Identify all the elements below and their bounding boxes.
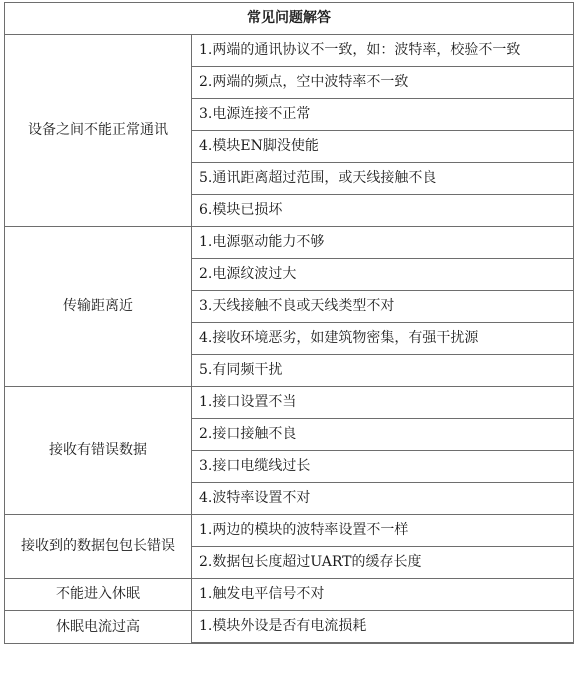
cause-item: 3.电源连接不正常 xyxy=(192,99,574,131)
cause-item: 1.两边的模块的波特率设置不一样 xyxy=(192,515,574,547)
cause-item: 5.有同频干扰 xyxy=(192,355,574,387)
table-title: 常见问题解答 xyxy=(5,3,574,35)
cause-item: 2.数据包长度超过UART的缓存长度 xyxy=(192,547,574,579)
table-row xyxy=(5,579,574,611)
problem-label: 不能进入休眠 xyxy=(5,579,192,611)
problem-label: 休眠电流过高 xyxy=(5,611,192,644)
faq-table xyxy=(4,2,574,644)
cause-item: 2.两端的频点，空中波特率不一致 xyxy=(192,67,574,99)
cause-item: 1.接口设置不当 xyxy=(192,387,574,419)
cause-item: 2.接口接触不良 xyxy=(192,419,574,451)
cause-item xyxy=(192,643,574,644)
problem-label: 设备之间不能正常通讯 xyxy=(5,35,192,227)
problem-label: 接收到的数据包包长错误 xyxy=(5,515,192,579)
cause-item: 2.电源纹波过大 xyxy=(192,259,574,291)
table-header-row xyxy=(5,3,574,35)
cause-item: 3.天线接触不良或天线类型不对 xyxy=(192,291,574,323)
table-row xyxy=(5,515,574,547)
table-row xyxy=(5,35,574,67)
table-row xyxy=(5,611,574,643)
cause-item: 1.触发电平信号不对 xyxy=(192,579,574,611)
cause-item: 1.电源驱动能力不够 xyxy=(192,227,574,259)
problem-label: 传输距离近 xyxy=(5,227,192,387)
cause-item: 1.两端的通讯协议不一致，如：波特率，校验不一致 xyxy=(192,35,574,67)
cause-item: 6.模块已损坏 xyxy=(192,195,574,227)
cause-item: 4.模块EN脚没使能 xyxy=(192,131,574,163)
table-row xyxy=(5,387,574,419)
cause-item: 1.模块外设是否有电流损耗 xyxy=(192,611,574,643)
cause-item: 5.通讯距离超过范围，或天线接触不良 xyxy=(192,163,574,195)
cause-item: 4.波特率设置不对 xyxy=(192,483,574,515)
cause-item: 3.接口电缆线过长 xyxy=(192,451,574,483)
table-row xyxy=(5,227,574,259)
problem-label: 接收有错误数据 xyxy=(5,387,192,515)
cause-item: 4.接收环境恶劣，如建筑物密集，有强干扰源 xyxy=(192,323,574,355)
